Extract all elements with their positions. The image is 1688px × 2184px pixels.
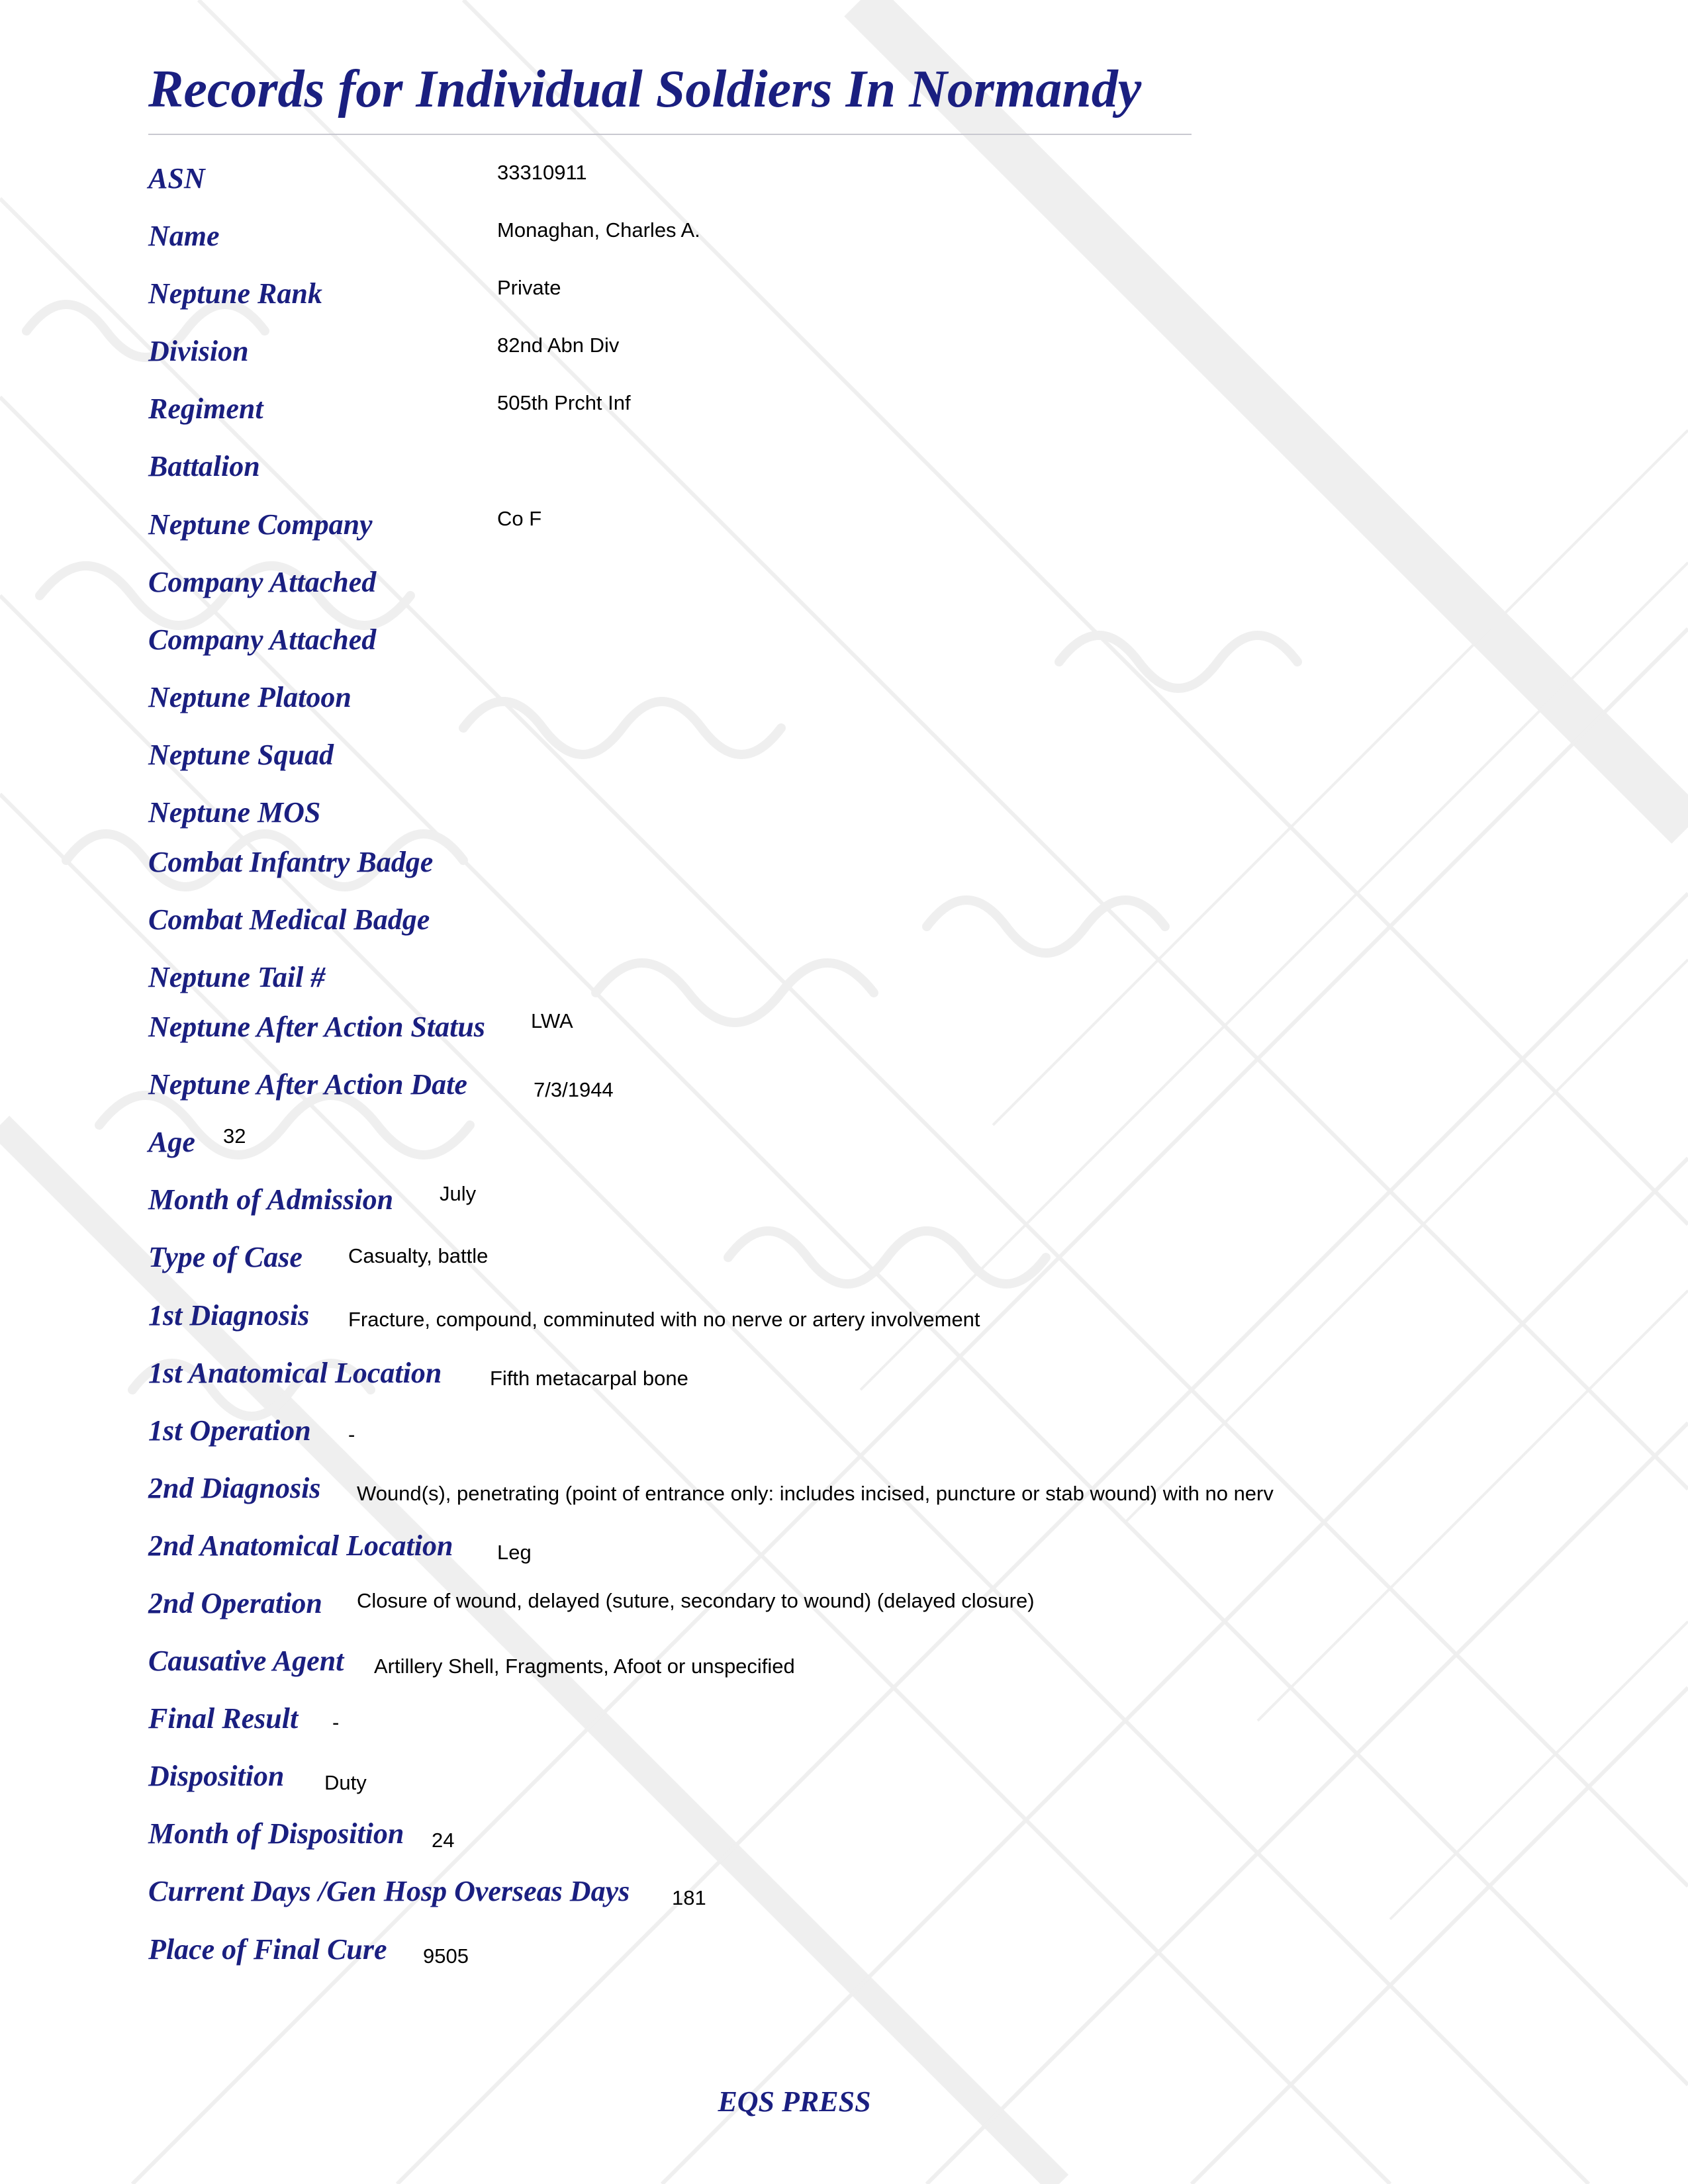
field-value: 7/3/1944 (534, 1078, 614, 1101)
field-label: Company Attached (148, 566, 377, 598)
page-title: Records for Individual Soldiers In Normandy (148, 60, 1142, 118)
field-label: 1st Operation (148, 1414, 311, 1447)
field-label: Current Days /Gen Hosp Overseas Days (148, 1875, 630, 1907)
field-label: Month of Disposition (148, 1817, 404, 1850)
field-label: Neptune After Action Date (148, 1068, 467, 1101)
field-value: 9505 (423, 1944, 469, 1968)
field-value: Co F (497, 507, 542, 530)
field-label: Battalion (148, 450, 260, 482)
field-label: Neptune Squad (148, 739, 334, 771)
field-label: 2nd Operation (148, 1587, 322, 1619)
field-value: Artillery Shell, Fragments, Afoot or unspecified (374, 1655, 795, 1678)
publisher-footer: EQS PRESS (718, 2085, 871, 2118)
field-value: Duty (324, 1771, 367, 1794)
field-value: Leg (497, 1541, 532, 1564)
field-value: Wound(s), penetrating (point of entrance only: includes incised, puncture or stab wound) with no nerv (357, 1482, 1274, 1505)
field-label: Division (148, 335, 249, 367)
field-value: Fifth metacarpal bone (490, 1367, 688, 1390)
field-value: LWA (531, 1009, 573, 1032)
field-value: 32 (223, 1124, 246, 1148)
field-label: Place of Final Cure (148, 1933, 387, 1966)
field-value: July (440, 1182, 477, 1205)
field-value: Private (497, 276, 561, 299)
field-value: Fracture, compound, comminuted with no nerve or artery involvement (348, 1308, 980, 1331)
field-label: Neptune Platoon (148, 681, 352, 713)
field-label: Age (148, 1126, 195, 1158)
field-label: 2nd Anatomical Location (148, 1529, 453, 1562)
field-label: Causative Agent (148, 1645, 344, 1677)
field-value: 33310911 (497, 161, 587, 184)
field-label: Name (148, 220, 220, 252)
field-label: Neptune Rank (148, 277, 322, 310)
field-label: Neptune Company (148, 508, 373, 541)
field-value: 181 (672, 1886, 706, 1909)
field-value: - (332, 1711, 340, 1734)
title-divider (148, 134, 1192, 135)
field-label: Month of Admission (148, 1183, 394, 1216)
field-value: 82nd Abn Div (497, 334, 620, 357)
field-value: Closure of wound, delayed (suture, secondary to wound) (delayed closure) (357, 1589, 1035, 1612)
field-label: Combat Infantry Badge (148, 846, 434, 878)
field-label: 1st Diagnosis (148, 1299, 310, 1332)
field-label: Disposition (148, 1760, 285, 1792)
field-label: Neptune After Action Status (148, 1011, 485, 1043)
field-label: Final Result (148, 1702, 299, 1735)
field-value: 24 (432, 1829, 455, 1852)
field-label: Combat Medical Badge (148, 903, 430, 936)
field-value: 505th Prcht Inf (497, 391, 631, 414)
field-label: 1st Anatomical Location (148, 1357, 442, 1389)
field-label: 2nd Diagnosis (148, 1472, 321, 1504)
field-label: Neptune MOS (148, 796, 321, 829)
field-label: Type of Case (148, 1241, 303, 1273)
field-value: Casualty, battle (348, 1244, 489, 1267)
field-label: ASN (148, 162, 205, 195)
field-label: Regiment (148, 392, 263, 425)
field-value: Monaghan, Charles A. (497, 218, 700, 242)
field-value: - (348, 1423, 355, 1446)
field-label: Company Attached (148, 623, 377, 656)
field-label: Neptune Tail # (148, 961, 326, 993)
